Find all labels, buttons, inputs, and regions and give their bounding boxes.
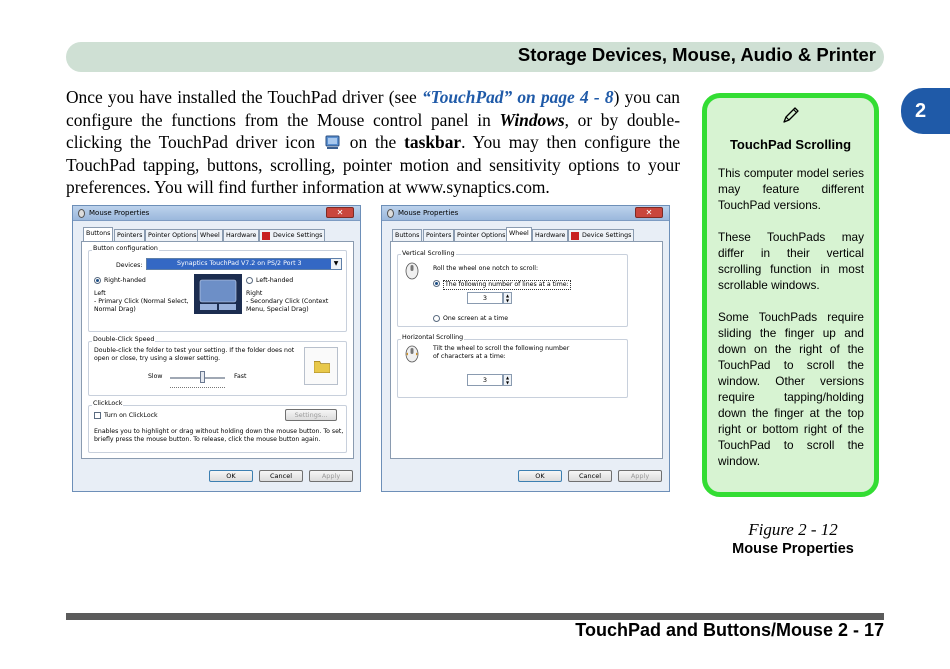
mouse-icon [386,209,395,218]
chapter-tab: 2 [901,88,950,134]
horizontal-tilt-text-2: of characters at a time: [433,353,506,360]
vertical-roll-text: Roll the wheel one notch to scroll: [433,265,539,272]
clicklock-text-1: Enables you to highlight or drag without holding down the mouse button. To set, [94,428,344,435]
note-paragraph-2: These TouchPads may differ in their vertical scrolling function in most scrollable windows. [718,230,864,292]
page-footer: TouchPad and Buttons/Mouse 2 - 17 [575,620,884,640]
double-click-slider-thumb[interactable] [200,371,205,383]
taskbar-term: taskbar [404,132,462,152]
settings-button[interactable]: Settings... [285,409,337,421]
close-button[interactable]: ✕ [326,207,354,218]
clicklock-title: ClickLock [93,400,123,407]
wheel-panel [390,241,663,459]
close-button[interactable]: ✕ [635,207,663,218]
chevron-down-icon: ▼ [331,259,341,269]
tab-hardware[interactable]: Hardware [223,229,259,241]
button-configuration-title: Button configuration [93,245,158,252]
mouse-properties-buttons-dialog [72,205,361,492]
folder-icon [314,360,330,373]
page-header-title: Storage Devices, Mouse, Audio & Printer [517,44,876,65]
dialog-title: Mouse Properties [398,209,459,217]
horizontal-chars-stepper[interactable]: ▲ ▼ [503,374,512,386]
ok-button[interactable]: OK [209,470,253,482]
body-text-2: ) you can configure the functions from the Mouse control panel in [66,87,680,130]
right-handed-label: Right-handed [104,277,146,284]
lines-at-a-time-radio[interactable] [433,280,440,287]
buttons-panel [81,241,354,459]
slow-label: Slow [148,373,163,380]
test-folder-box[interactable] [304,347,338,385]
left-button-label: Left [94,290,106,297]
horizontal-scrolling-title: Horizontal Scrolling [402,334,464,341]
left-button-desc-1: - Primary Click (Normal Select, [94,298,189,305]
scroll-wheel-icon [405,262,419,280]
tab-pointer-options[interactable]: Pointer Options [454,229,508,241]
tab-pointers[interactable]: Pointers [423,229,454,241]
tilt-wheel-icon [405,345,419,363]
tab-device-settings-label: Device Settings [582,232,632,239]
tab-buttons[interactable]: Buttons [392,229,422,241]
tab-wheel[interactable]: Wheel [506,227,532,241]
devices-label: Devices: [116,262,143,269]
clicklock-text-2: briefly press the mouse button. To release, click the mouse button again. [94,436,321,443]
slider-ticks [170,387,225,389]
footer-bar [66,613,884,620]
clicklock-checkbox[interactable] [94,412,101,419]
right-handed-radio[interactable] [94,277,101,284]
tab-pointers[interactable]: Pointers [114,229,145,241]
horizontal-chars-input[interactable]: 3 [467,374,503,386]
apply-button[interactable]: Apply [618,470,662,482]
note-paragraph-3: Some TouchPads require sliding the finger up and down on the right of the TouchPad to scroll the window. Other versions require tapping/holding down the finger at the top right or bottom right of the TouchPad to scroll the window. [718,310,864,468]
fast-label: Fast [234,373,247,380]
mouse-icon [77,209,86,218]
one-screen-label: One screen at a time [443,315,509,322]
synaptics-icon [262,232,270,240]
one-screen-radio[interactable] [433,315,440,322]
horizontal-tilt-text-1: Tilt the wheel to scroll the following number [433,345,570,352]
touchpad-tray-icon [325,135,340,150]
note-title: TouchPad Scrolling [729,137,852,152]
double-click-speed-title: Double-Click Speed [93,336,155,343]
tab-device-settings[interactable] [259,229,325,241]
body-text-4: on the [341,132,405,152]
apply-button[interactable]: Apply [309,470,353,482]
pencil-icon [781,105,801,125]
windows-term: Windows [499,109,565,130]
tab-device-settings[interactable] [568,229,634,241]
body-text-3: , or by double-clicking the TouchPad driver icon [66,109,680,152]
lines-at-a-time-label: The following number of lines at a time: [445,281,569,288]
tab-hardware[interactable]: Hardware [532,229,568,241]
mouse-properties-wheel-dialog [381,205,670,492]
cross-reference-link[interactable]: “TouchPad” on page 4 - 8 [421,87,614,107]
right-button-desc-2: Menu, Special Drag) [246,306,309,313]
double-click-text-2: open or close, try using a slower setting. [94,355,221,362]
tab-pointer-options[interactable]: Pointer Options [145,229,199,241]
tab-wheel[interactable]: Wheel [197,229,223,241]
figure-title: Mouse Properties [732,541,854,557]
dialog-titlebar [73,206,360,221]
vertical-lines-input[interactable]: 3 [467,292,503,304]
clicklock-label: Turn on ClickLock [104,412,158,419]
figure-caption: Figure 2 - 12 [748,520,838,539]
double-click-slider-track [170,377,225,379]
right-button-desc-1: - Secondary Click (Context [246,298,329,305]
dialog-title: Mouse Properties [89,209,150,217]
double-click-text-1: Double-click the folder to test your setting. If the folder does not [94,347,295,354]
body-text-1: Once you have installed the TouchPad driver (see [66,87,422,107]
synaptics-icon [571,232,579,240]
body-paragraph [66,86,680,199]
ok-button[interactable]: OK [518,470,562,482]
body-text-5: . You may then configure the TouchPad tapping, buttons, scrolling, pointer motion and sensitivity options to your preferences. You will find further information at www.synaptics.com. [66,132,680,197]
touchpad-image [194,274,242,314]
cancel-button[interactable]: Cancel [568,470,612,482]
vertical-scrolling-title: Vertical Scrolling [402,250,455,257]
left-button-desc-2: Normal Drag) [94,306,136,313]
vertical-lines-stepper[interactable]: ▲ ▼ [503,292,512,304]
dialog-titlebar [382,206,669,221]
right-button-label: Right [246,290,263,297]
left-handed-radio[interactable] [246,277,253,284]
tab-device-settings-label: Device Settings [273,232,323,239]
left-handed-label: Left-handed [256,277,294,284]
devices-select[interactable] [146,258,342,270]
devices-select-value: Synaptics TouchPad V7.2 on PS/2 Port 3 [177,260,302,267]
cancel-button[interactable]: Cancel [259,470,303,482]
tab-buttons[interactable]: Buttons [83,227,113,241]
note-paragraph-1: This computer model series may feature different TouchPad versions. [718,166,864,212]
